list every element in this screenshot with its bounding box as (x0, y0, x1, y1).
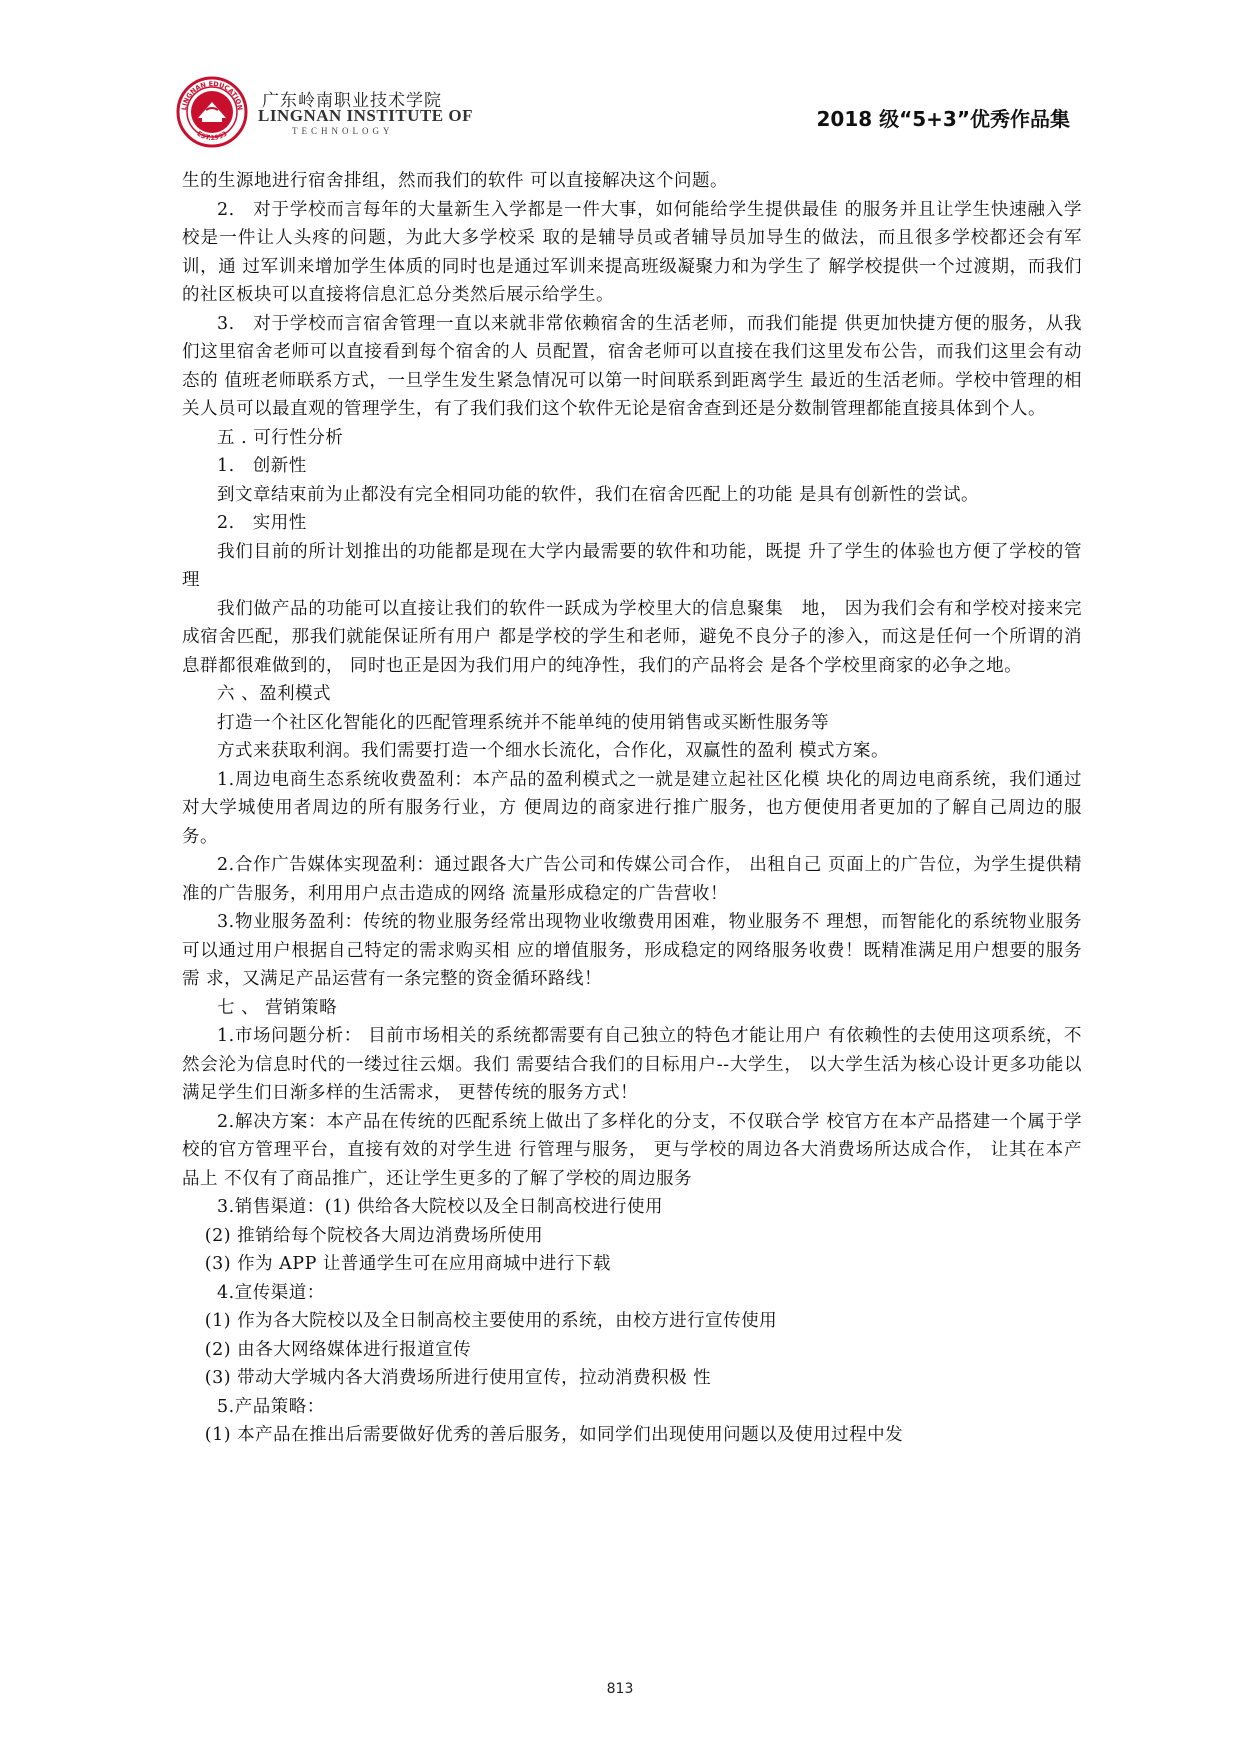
school-logo-icon (176, 76, 248, 148)
page-header (0, 0, 1240, 150)
paragraph: 五 . 可行性分析 (217, 427, 344, 448)
paragraph: 1. 创新性 (217, 456, 307, 476)
paragraph: (1) 作为各大院校以及全日制高校主要使用的系统，由校方进行宣传使用 (204, 1311, 778, 1331)
school-name-cn: 广东岭南职业技术学院 (262, 91, 442, 111)
paragraph: 2.解决方案：本产品在传统的匹配系统上做出了多样化的分支，不仅联合学 校官方在本产品搭建一个属于学校的官方管理平台，直接有效的对学生进 行管理与服务， 更与学校的周边各大消费场所达成合作， 让其在本产品上 不仅有了商品推广，还让学生更多的了解了学校的周边服务 (182, 1111, 1082, 1189)
paragraph: 1.市场问题分析： 目前市场相关的系统都需要有自己独立的特色才能让用户 有依赖性的去使用这项系统，不然会沦为信息时代的一缕过往云烟。我们 需要结合我们的目标用户--大学生， 以大学生活为核心设计更多功能以 满足学生们日渐多样的生活需求， 更替传统的服务方式！ (182, 1026, 1082, 1103)
paragraph: (3) 带动大学城内各大消费场所进行使用宣传，拉动消费积极 性 (204, 1368, 712, 1388)
paragraph: (2) 由各大网络媒体进行报道宣传 (204, 1339, 472, 1360)
svg-text:EST.1993: EST.1993 (195, 129, 229, 143)
paragraph: 1.周边电商生态系统收费盈利：本产品的盈利模式之一就是建立起社区化模 块化的周边电商系统，我们通过对大学城使用者周边的所有服务行业，方 便周边的商家进行推广服务，也方便使用者更加的了解自己周边的服务。 (182, 769, 1082, 847)
page-number: 813 (606, 1681, 634, 1697)
paragraph: 4.宣传渠道： (217, 1282, 325, 1303)
paragraph: 我们做产品的功能可以直接让我们的软件一跃成为学校里大的信息聚集 地， 因为我们会有和学校对接来完成宿舍匹配，那我们就能保证所有用户 都是学校的学生和老师，避免不良分子的渗入，而这是任何一个所谓的消 息群都很难做到的， 同时也正是因为我们用户的纯净性，我们的产品将会 是各个学校里商家的必争之地。 (182, 598, 1082, 676)
paragraph: 5.产品策略： (217, 1396, 325, 1417)
school-name-en-line2: TECHNOLOGY (292, 126, 394, 136)
paragraph: 生的生源地进行宿舍排组，然而我们的软件 可以直接解决这个问题。 (182, 171, 729, 191)
paragraph: 2. 对于学校而言每年的大量新生入学都是一件大事，如何能给学生提供最佳 的服务并且让学生快速融入学校是一件让人头疼的问题，为此大多学校采 取的是辅导员或者辅导员加导生的做法，而且很多学校都还会有军训，通 过军训来增加学生体质的同时也是通过军训来提高班级凝聚力和为学生了 解学校提供一个过渡期，而我们的社区板块可以直接将信息汇总分类然后展示给学生。 (182, 199, 1082, 305)
paragraph: 3.销售渠道：(1) 供给各大院校以及全日制高校进行使用 (217, 1197, 664, 1217)
paragraph: 七 、 营销策略 (217, 997, 338, 1018)
school-name-en: LINGNAN INSTITUTE OF (258, 106, 473, 125)
paragraph: 六 、盈利模式 (217, 684, 332, 704)
paragraph: 2. 实用性 (217, 513, 307, 533)
paragraph: 方式来获取利润。我们需要打造一个细水长流化，合作化，双赢性的盈利 模式方案。 (217, 741, 890, 761)
paragraph: 3. 对于学校而言宿舍管理一直以来就非常依赖宿舍的生活老师，而我们能提 供更加快捷方便的服务，从我们这里宿舍老师可以直接看到每个宿舍的人 员配置，宿舍老师可以直接在我们这里发布公告，而我们这里会有动态的 值班老师联系方式，一旦学生发生紧急情况可以第一时间联系到距离学生 最近的生活老师。学校中管理的相关人员可以最直观的管理学生，有了我们我们这个软件无论是宿舍查到还是分数制管理都能直接具体到个人。 (182, 313, 1082, 419)
paragraph: 2.合作广告媒体实现盈利：通过跟各大广告公司和传媒公司合作， 出租自己 页面上的广告位，为学生提供精准的广告服务，利用用户点击造成的网络 流量形成稳定的广告营收！ (182, 855, 1082, 904)
paragraph: 到文章结束前为止都没有完全相同功能的软件，我们在宿舍匹配上的功能 是具有创新性的尝试。 (217, 484, 980, 505)
paragraph: 打造一个社区化智能化的匹配管理系统并不能单纯的使用销售或买断性服务等 (217, 712, 829, 733)
paragraph: 我们目前的所计划推出的功能都是现在大学内最需要的软件和功能，既提 升了学生的体验也方便了学校的管理 (182, 541, 1082, 590)
paragraph: 3.物业服务盈利：传统的物业服务经常出现物业收缴费用困难，物业服务不 理想，而智能化的系统物业服务可以通过用户根据自己特定的需求购买相 应的增值服务，形成稳定的网络服务收费！既精准满足用户想要的服务需 求，又满足产品运营有一条完整的资金循环路线！ (182, 912, 1082, 989)
collection-title: 2018 级“5+3”优秀作品集 (816, 107, 1070, 131)
paragraph: (3) 作为 APP 让普通学生可在应用商城中进行下载 (204, 1254, 611, 1274)
paragraph: (2) 推销给每个院校各大周边消费场所使用 (204, 1225, 544, 1246)
svg-text:LINGNAN EDUCATION: LINGNAN EDUCATION (180, 79, 245, 111)
document-body (182, 167, 1082, 1450)
paragraph: (1) 本产品在推出后需要做好优秀的善后服务，如同学们出现使用问题以及使用过程中发 (204, 1425, 904, 1445)
